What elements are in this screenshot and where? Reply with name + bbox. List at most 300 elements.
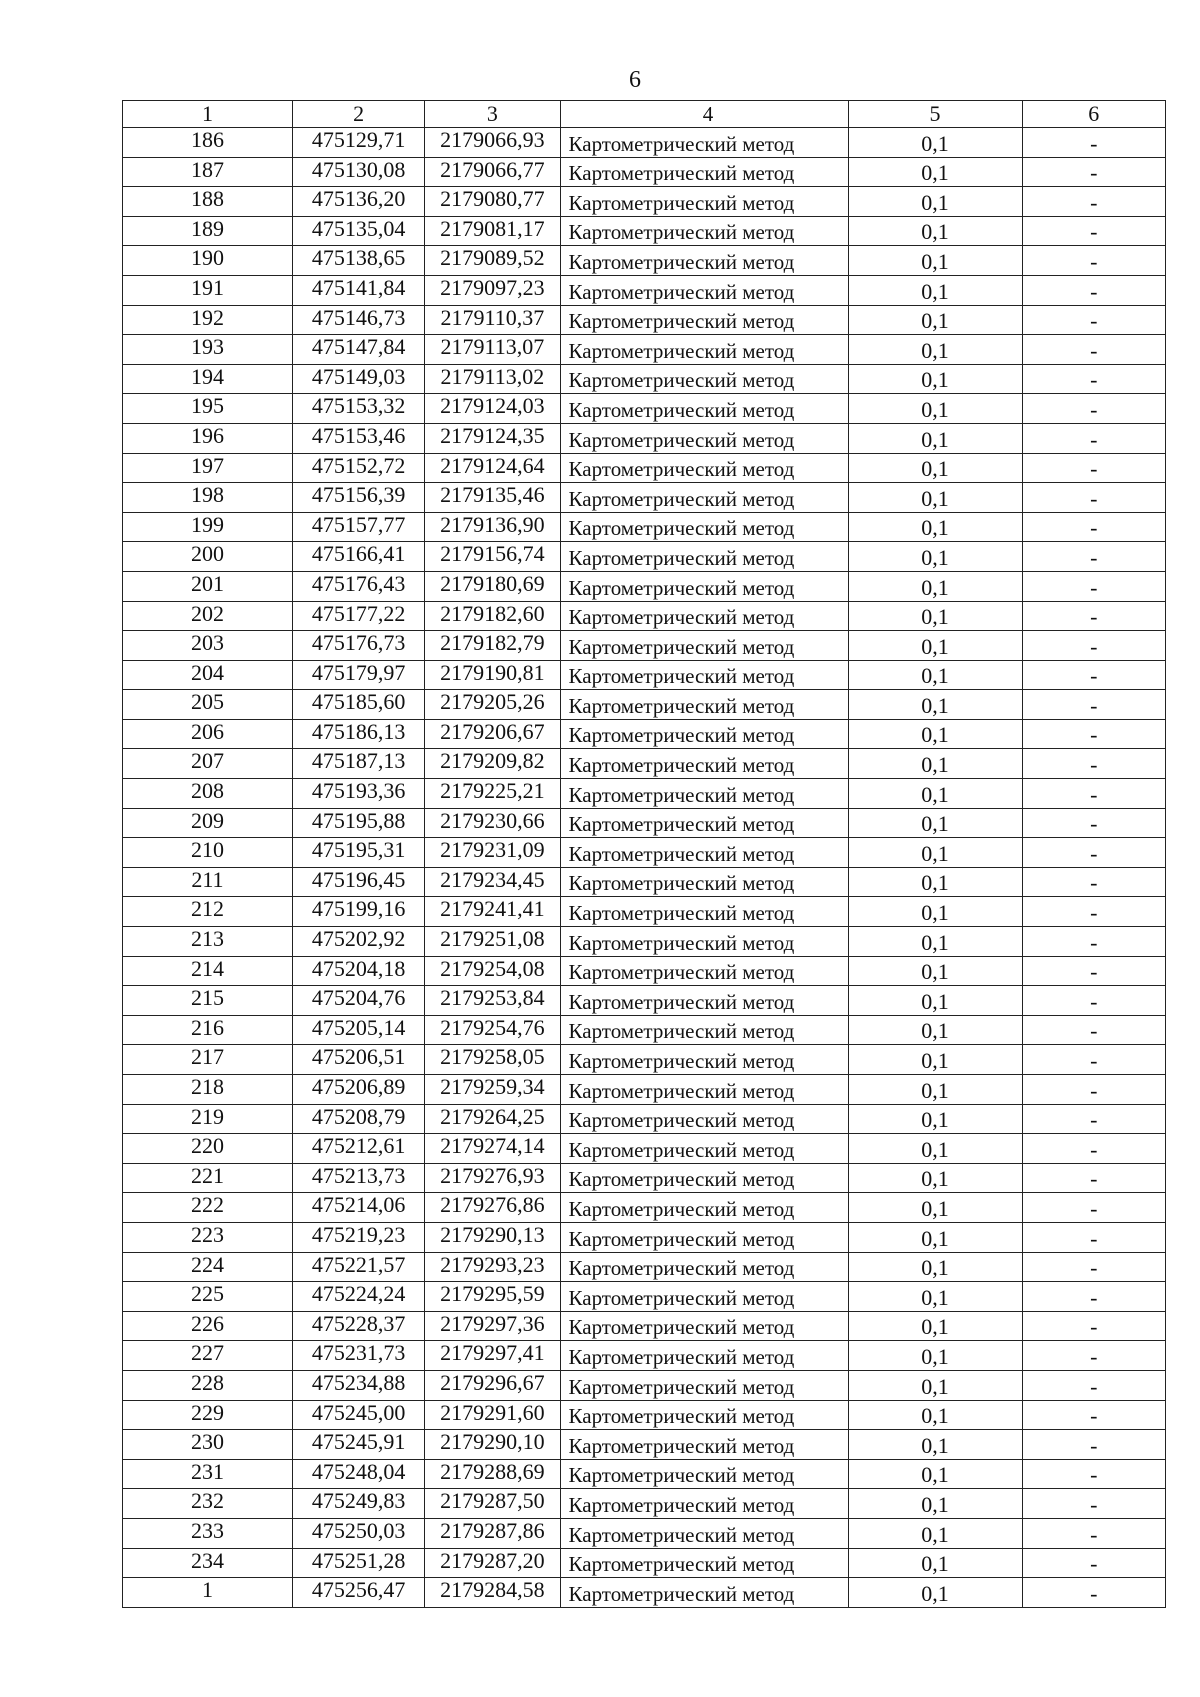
table-row [123, 1518, 1166, 1548]
method-cell: Картометрический метод [560, 542, 848, 572]
table-row [123, 571, 1166, 601]
y-coordinate-cell: 2179276,86 [425, 1193, 560, 1223]
y-coordinate-cell: 2179259,34 [425, 1075, 560, 1105]
table-row [123, 719, 1166, 749]
method-cell: Картометрический метод [560, 956, 848, 986]
x-coordinate-cell: 475228,37 [292, 1311, 424, 1341]
y-coordinate-cell: 2179297,41 [425, 1341, 560, 1371]
table-row [123, 779, 1166, 809]
accuracy-cell: 0,1 [848, 1518, 1022, 1548]
method-cell: Картометрический метод [560, 1015, 848, 1045]
table-row [123, 1400, 1166, 1430]
note-cell: - [1022, 187, 1166, 217]
note-cell: - [1022, 1193, 1166, 1223]
note-cell: - [1022, 157, 1166, 187]
point-number-cell: 196 [123, 423, 293, 453]
table-row [123, 601, 1166, 631]
x-coordinate-cell: 475153,32 [292, 394, 424, 424]
accuracy-cell: 0,1 [848, 187, 1022, 217]
x-coordinate-cell: 475212,61 [292, 1134, 424, 1164]
note-cell: - [1022, 1341, 1166, 1371]
y-coordinate-cell: 2179287,86 [425, 1518, 560, 1548]
y-coordinate-cell: 2179190,81 [425, 660, 560, 690]
note-cell: - [1022, 453, 1166, 483]
note-cell: - [1022, 1045, 1166, 1075]
table-row [123, 128, 1166, 158]
point-number-cell: 187 [123, 157, 293, 187]
x-coordinate-cell: 475234,88 [292, 1370, 424, 1400]
point-number-cell: 229 [123, 1400, 293, 1430]
x-coordinate-cell: 475224,24 [292, 1282, 424, 1312]
note-cell: - [1022, 631, 1166, 661]
table-row [123, 897, 1166, 927]
accuracy-cell: 0,1 [848, 808, 1022, 838]
point-number-cell: 204 [123, 660, 293, 690]
point-number-cell: 221 [123, 1163, 293, 1193]
point-number-cell: 209 [123, 808, 293, 838]
accuracy-cell: 0,1 [848, 1104, 1022, 1134]
accuracy-cell: 0,1 [848, 749, 1022, 779]
y-coordinate-cell: 2179284,58 [425, 1578, 560, 1608]
note-cell: - [1022, 1252, 1166, 1282]
accuracy-cell: 0,1 [848, 1400, 1022, 1430]
y-coordinate-cell: 2179124,35 [425, 423, 560, 453]
point-number-cell: 205 [123, 690, 293, 720]
point-number-cell: 227 [123, 1341, 293, 1371]
x-coordinate-cell: 475256,47 [292, 1578, 424, 1608]
point-number-cell: 213 [123, 927, 293, 957]
method-cell: Картометрический метод [560, 394, 848, 424]
note-cell: - [1022, 512, 1166, 542]
y-coordinate-cell: 2179097,23 [425, 275, 560, 305]
x-coordinate-cell: 475166,41 [292, 542, 424, 572]
x-coordinate-cell: 475176,73 [292, 631, 424, 661]
note-cell: - [1022, 364, 1166, 394]
y-coordinate-cell: 2179225,21 [425, 779, 560, 809]
x-coordinate-cell: 475135,04 [292, 216, 424, 246]
table-row [123, 1370, 1166, 1400]
y-coordinate-cell: 2179288,69 [425, 1459, 560, 1489]
accuracy-cell: 0,1 [848, 1578, 1022, 1608]
accuracy-cell: 0,1 [848, 838, 1022, 868]
table-row [123, 335, 1166, 365]
table-row [123, 1104, 1166, 1134]
method-cell: Картометрический метод [560, 571, 848, 601]
x-coordinate-cell: 475204,18 [292, 956, 424, 986]
note-cell: - [1022, 1430, 1166, 1460]
method-cell: Картометрический метод [560, 1045, 848, 1075]
table-row [123, 749, 1166, 779]
accuracy-cell: 0,1 [848, 453, 1022, 483]
accuracy-cell: 0,1 [848, 394, 1022, 424]
y-coordinate-cell: 2179287,20 [425, 1548, 560, 1578]
method-cell: Картометрический метод [560, 601, 848, 631]
note-cell: - [1022, 1489, 1166, 1519]
x-coordinate-cell: 475204,76 [292, 986, 424, 1016]
x-coordinate-cell: 475251,28 [292, 1548, 424, 1578]
column-header-4: 4 [560, 101, 848, 128]
note-cell: - [1022, 305, 1166, 335]
y-coordinate-cell: 2179274,14 [425, 1134, 560, 1164]
y-coordinate-cell: 2179080,77 [425, 187, 560, 217]
method-cell: Картометрический метод [560, 927, 848, 957]
x-coordinate-cell: 475136,20 [292, 187, 424, 217]
point-number-cell: 214 [123, 956, 293, 986]
accuracy-cell: 0,1 [848, 364, 1022, 394]
note-cell: - [1022, 749, 1166, 779]
method-cell: Картометрический метод [560, 690, 848, 720]
accuracy-cell: 0,1 [848, 571, 1022, 601]
x-coordinate-cell: 475208,79 [292, 1104, 424, 1134]
y-coordinate-cell: 2179276,93 [425, 1163, 560, 1193]
note-cell: - [1022, 808, 1166, 838]
accuracy-cell: 0,1 [848, 1311, 1022, 1341]
point-number-cell: 218 [123, 1075, 293, 1105]
method-cell: Картометрический метод [560, 719, 848, 749]
note-cell: - [1022, 660, 1166, 690]
column-header-6: 6 [1022, 101, 1166, 128]
method-cell: Картометрический метод [560, 838, 848, 868]
table-row [123, 808, 1166, 838]
accuracy-cell: 0,1 [848, 1252, 1022, 1282]
note-cell: - [1022, 1075, 1166, 1105]
method-cell: Картометрический метод [560, 1163, 848, 1193]
accuracy-cell: 0,1 [848, 1193, 1022, 1223]
x-coordinate-cell: 475205,14 [292, 1015, 424, 1045]
method-cell: Картометрический метод [560, 1430, 848, 1460]
x-coordinate-cell: 475248,04 [292, 1459, 424, 1489]
accuracy-cell: 0,1 [848, 216, 1022, 246]
note-cell: - [1022, 1282, 1166, 1312]
point-number-cell: 224 [123, 1252, 293, 1282]
point-number-cell: 202 [123, 601, 293, 631]
point-number-cell: 230 [123, 1430, 293, 1460]
point-number-cell: 225 [123, 1282, 293, 1312]
accuracy-cell: 0,1 [848, 956, 1022, 986]
column-header-1: 1 [123, 101, 293, 128]
table-row [123, 631, 1166, 661]
accuracy-cell: 0,1 [848, 483, 1022, 513]
point-number-cell: 212 [123, 897, 293, 927]
accuracy-cell: 0,1 [848, 631, 1022, 661]
method-cell: Картометрический метод [560, 187, 848, 217]
table-row [123, 838, 1166, 868]
x-coordinate-cell: 475195,31 [292, 838, 424, 868]
point-number-cell: 228 [123, 1370, 293, 1400]
table-row [123, 216, 1166, 246]
accuracy-cell: 0,1 [848, 275, 1022, 305]
header-row [123, 101, 1166, 128]
x-coordinate-cell: 475202,92 [292, 927, 424, 957]
x-coordinate-cell: 475219,23 [292, 1222, 424, 1252]
point-number-cell: 207 [123, 749, 293, 779]
x-coordinate-cell: 475250,03 [292, 1518, 424, 1548]
method-cell: Картометрический метод [560, 1134, 848, 1164]
table-row [123, 1311, 1166, 1341]
y-coordinate-cell: 2179296,67 [425, 1370, 560, 1400]
table-row [123, 246, 1166, 276]
x-coordinate-cell: 475231,73 [292, 1341, 424, 1371]
note-cell: - [1022, 1548, 1166, 1578]
point-number-cell: 216 [123, 1015, 293, 1045]
y-coordinate-cell: 2179254,08 [425, 956, 560, 986]
method-cell: Картометрический метод [560, 157, 848, 187]
y-coordinate-cell: 2179295,59 [425, 1282, 560, 1312]
note-cell: - [1022, 956, 1166, 986]
x-coordinate-cell: 475138,65 [292, 246, 424, 276]
method-cell: Картометрический метод [560, 1548, 848, 1578]
x-coordinate-cell: 475147,84 [292, 335, 424, 365]
accuracy-cell: 0,1 [848, 660, 1022, 690]
note-cell: - [1022, 1134, 1166, 1164]
accuracy-cell: 0,1 [848, 1341, 1022, 1371]
method-cell: Картометрический метод [560, 1075, 848, 1105]
note-cell: - [1022, 1518, 1166, 1548]
point-number-cell: 210 [123, 838, 293, 868]
accuracy-cell: 0,1 [848, 927, 1022, 957]
point-number-cell: 201 [123, 571, 293, 601]
point-number-cell: 192 [123, 305, 293, 335]
table-row [123, 1548, 1166, 1578]
point-number-cell: 198 [123, 483, 293, 513]
x-coordinate-cell: 475193,36 [292, 779, 424, 809]
y-coordinate-cell: 2179293,23 [425, 1252, 560, 1282]
accuracy-cell: 0,1 [848, 1075, 1022, 1105]
note-cell: - [1022, 335, 1166, 365]
y-coordinate-cell: 2179253,84 [425, 986, 560, 1016]
point-number-cell: 208 [123, 779, 293, 809]
method-cell: Картометрический метод [560, 305, 848, 335]
note-cell: - [1022, 394, 1166, 424]
method-cell: Картометрический метод [560, 512, 848, 542]
point-number-cell: 200 [123, 542, 293, 572]
method-cell: Картометрический метод [560, 1459, 848, 1489]
table-row [123, 1222, 1166, 1252]
accuracy-cell: 0,1 [848, 1045, 1022, 1075]
point-number-cell: 190 [123, 246, 293, 276]
point-number-cell: 232 [123, 1489, 293, 1519]
table-row [123, 1459, 1166, 1489]
x-coordinate-cell: 475196,45 [292, 867, 424, 897]
point-number-cell: 231 [123, 1459, 293, 1489]
method-cell: Картометрический метод [560, 423, 848, 453]
x-coordinate-cell: 475179,97 [292, 660, 424, 690]
table-row [123, 542, 1166, 572]
accuracy-cell: 0,1 [848, 1370, 1022, 1400]
column-header-5: 5 [848, 101, 1022, 128]
accuracy-cell: 0,1 [848, 1134, 1022, 1164]
point-number-cell: 203 [123, 631, 293, 661]
note-cell: - [1022, 128, 1166, 158]
x-coordinate-cell: 475245,00 [292, 1400, 424, 1430]
y-coordinate-cell: 2179291,60 [425, 1400, 560, 1430]
y-coordinate-cell: 2179113,07 [425, 335, 560, 365]
y-coordinate-cell: 2179136,90 [425, 512, 560, 542]
accuracy-cell: 0,1 [848, 1015, 1022, 1045]
point-number-cell: 189 [123, 216, 293, 246]
method-cell: Картометрический метод [560, 631, 848, 661]
x-coordinate-cell: 475129,71 [292, 128, 424, 158]
point-number-cell: 234 [123, 1548, 293, 1578]
table-row [123, 483, 1166, 513]
accuracy-cell: 0,1 [848, 1222, 1022, 1252]
note-cell: - [1022, 1400, 1166, 1430]
table-row [123, 1341, 1166, 1371]
table-row [123, 1430, 1166, 1460]
x-coordinate-cell: 475149,03 [292, 364, 424, 394]
table-row [123, 1193, 1166, 1223]
x-coordinate-cell: 475206,51 [292, 1045, 424, 1075]
method-cell: Картометрический метод [560, 1282, 848, 1312]
point-number-cell: 206 [123, 719, 293, 749]
x-coordinate-cell: 475176,43 [292, 571, 424, 601]
y-coordinate-cell: 2179156,74 [425, 542, 560, 572]
accuracy-cell: 0,1 [848, 1548, 1022, 1578]
method-cell: Картометрический метод [560, 128, 848, 158]
table-row [123, 690, 1166, 720]
accuracy-cell: 0,1 [848, 1282, 1022, 1312]
table-row [123, 157, 1166, 187]
table-row [123, 512, 1166, 542]
y-coordinate-cell: 2179206,67 [425, 719, 560, 749]
x-coordinate-cell: 475177,22 [292, 601, 424, 631]
y-coordinate-cell: 2179135,46 [425, 483, 560, 513]
table-row [123, 1134, 1166, 1164]
table-row [123, 1282, 1166, 1312]
note-cell: - [1022, 275, 1166, 305]
note-cell: - [1022, 779, 1166, 809]
accuracy-cell: 0,1 [848, 867, 1022, 897]
y-coordinate-cell: 2179258,05 [425, 1045, 560, 1075]
accuracy-cell: 0,1 [848, 986, 1022, 1016]
point-number-cell: 1 [123, 1578, 293, 1608]
y-coordinate-cell: 2179081,17 [425, 216, 560, 246]
x-coordinate-cell: 475245,91 [292, 1430, 424, 1460]
method-cell: Картометрический метод [560, 867, 848, 897]
point-number-cell: 186 [123, 128, 293, 158]
table-row [123, 394, 1166, 424]
point-number-cell: 219 [123, 1104, 293, 1134]
table-row [123, 927, 1166, 957]
method-cell: Картометрический метод [560, 216, 848, 246]
method-cell: Картометрический метод [560, 1578, 848, 1608]
x-coordinate-cell: 475249,83 [292, 1489, 424, 1519]
table-row [123, 1045, 1166, 1075]
x-coordinate-cell: 475141,84 [292, 275, 424, 305]
note-cell: - [1022, 1104, 1166, 1134]
table-row [123, 1075, 1166, 1105]
coordinates-table [122, 100, 1166, 1608]
point-number-cell: 188 [123, 187, 293, 217]
x-coordinate-cell: 475195,88 [292, 808, 424, 838]
table-row [123, 1489, 1166, 1519]
table-header [123, 101, 1166, 128]
table-row [123, 364, 1166, 394]
table-row [123, 1578, 1166, 1608]
point-number-cell: 215 [123, 986, 293, 1016]
accuracy-cell: 0,1 [848, 542, 1022, 572]
table-row [123, 986, 1166, 1016]
table-row [123, 867, 1166, 897]
y-coordinate-cell: 2179182,60 [425, 601, 560, 631]
table-row [123, 453, 1166, 483]
y-coordinate-cell: 2179234,45 [425, 867, 560, 897]
accuracy-cell: 0,1 [848, 719, 1022, 749]
method-cell: Картометрический метод [560, 749, 848, 779]
table-body [123, 128, 1166, 1608]
y-coordinate-cell: 2179264,25 [425, 1104, 560, 1134]
note-cell: - [1022, 867, 1166, 897]
table-row [123, 1015, 1166, 1045]
accuracy-cell: 0,1 [848, 128, 1022, 158]
method-cell: Картометрический метод [560, 453, 848, 483]
method-cell: Картометрический метод [560, 1252, 848, 1282]
accuracy-cell: 0,1 [848, 690, 1022, 720]
note-cell: - [1022, 1578, 1166, 1608]
y-coordinate-cell: 2179290,10 [425, 1430, 560, 1460]
point-number-cell: 211 [123, 867, 293, 897]
y-coordinate-cell: 2179110,37 [425, 305, 560, 335]
column-header-3: 3 [425, 101, 560, 128]
y-coordinate-cell: 2179287,50 [425, 1489, 560, 1519]
point-number-cell: 217 [123, 1045, 293, 1075]
x-coordinate-cell: 475153,46 [292, 423, 424, 453]
point-number-cell: 191 [123, 275, 293, 305]
accuracy-cell: 0,1 [848, 1163, 1022, 1193]
method-cell: Картометрический метод [560, 660, 848, 690]
y-coordinate-cell: 2179066,93 [425, 128, 560, 158]
note-cell: - [1022, 927, 1166, 957]
note-cell: - [1022, 1459, 1166, 1489]
method-cell: Картометрический метод [560, 1341, 848, 1371]
accuracy-cell: 0,1 [848, 1459, 1022, 1489]
note-cell: - [1022, 483, 1166, 513]
method-cell: Картометрический метод [560, 335, 848, 365]
x-coordinate-cell: 475156,39 [292, 483, 424, 513]
y-coordinate-cell: 2179209,82 [425, 749, 560, 779]
x-coordinate-cell: 475214,06 [292, 1193, 424, 1223]
point-number-cell: 233 [123, 1518, 293, 1548]
point-number-cell: 223 [123, 1222, 293, 1252]
x-coordinate-cell: 475199,16 [292, 897, 424, 927]
method-cell: Картометрический метод [560, 1489, 848, 1519]
table-row [123, 1252, 1166, 1282]
method-cell: Картометрический метод [560, 808, 848, 838]
accuracy-cell: 0,1 [848, 601, 1022, 631]
method-cell: Картометрический метод [560, 1370, 848, 1400]
x-coordinate-cell: 475213,73 [292, 1163, 424, 1193]
table-row [123, 956, 1166, 986]
note-cell: - [1022, 246, 1166, 276]
note-cell: - [1022, 1163, 1166, 1193]
y-coordinate-cell: 2179254,76 [425, 1015, 560, 1045]
y-coordinate-cell: 2179124,64 [425, 453, 560, 483]
method-cell: Картометрический метод [560, 1400, 848, 1430]
y-coordinate-cell: 2179124,03 [425, 394, 560, 424]
point-number-cell: 226 [123, 1311, 293, 1341]
x-coordinate-cell: 475187,13 [292, 749, 424, 779]
note-cell: - [1022, 897, 1166, 927]
column-header-2: 2 [292, 101, 424, 128]
x-coordinate-cell: 475152,72 [292, 453, 424, 483]
accuracy-cell: 0,1 [848, 423, 1022, 453]
point-number-cell: 220 [123, 1134, 293, 1164]
note-cell: - [1022, 690, 1166, 720]
y-coordinate-cell: 2179297,36 [425, 1311, 560, 1341]
accuracy-cell: 0,1 [848, 1430, 1022, 1460]
x-coordinate-cell: 475206,89 [292, 1075, 424, 1105]
note-cell: - [1022, 838, 1166, 868]
